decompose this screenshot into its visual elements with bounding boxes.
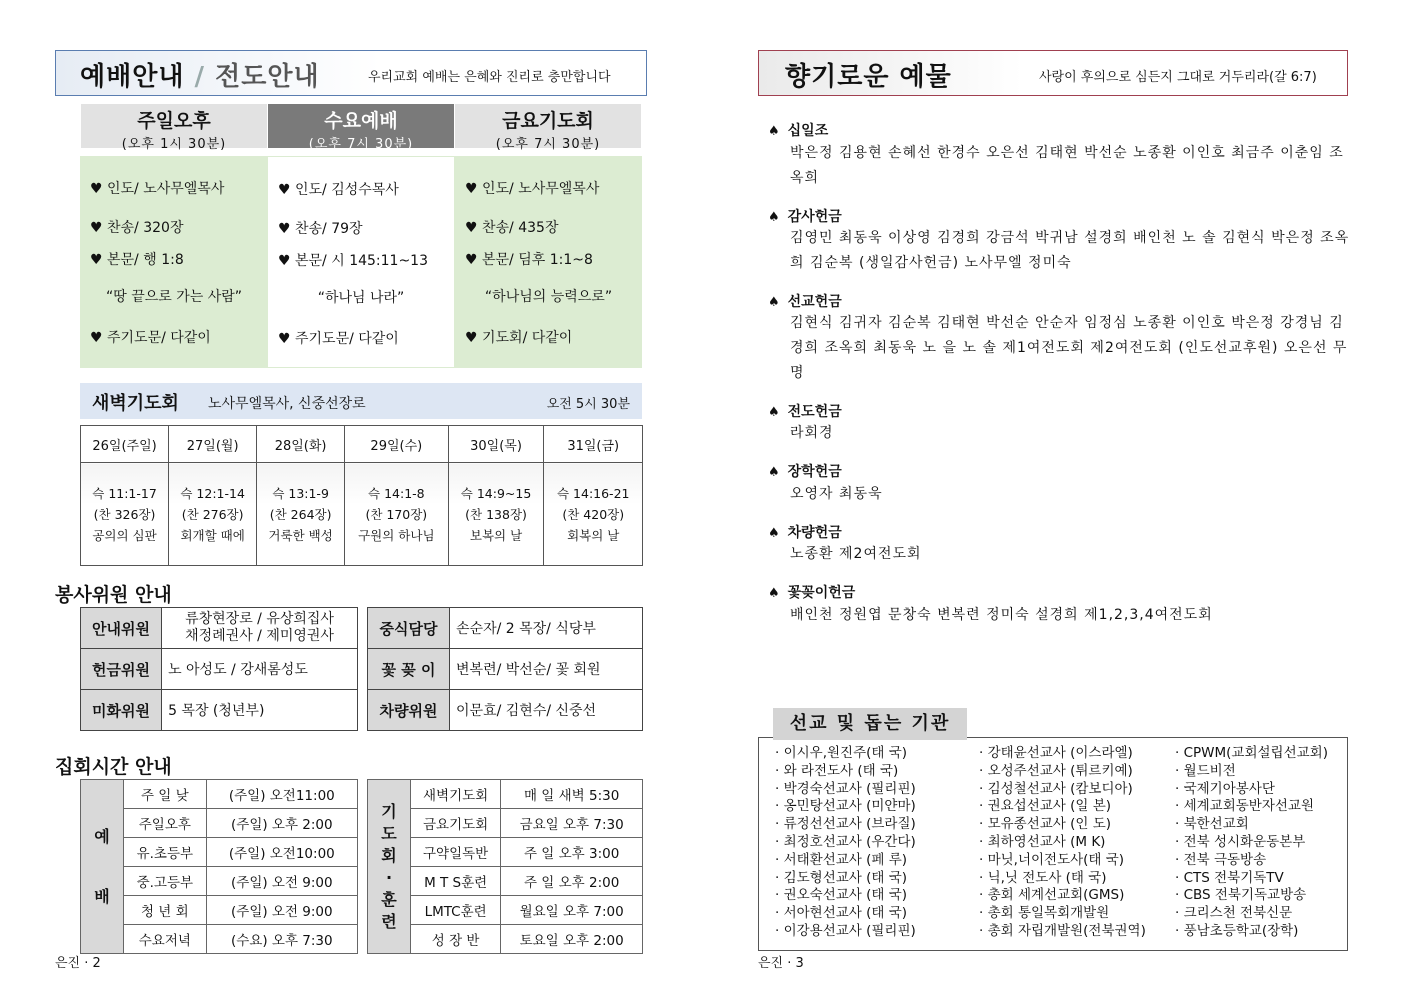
list-item: · 총회 세계선교회(GMS) xyxy=(979,887,1125,904)
reading-text: 슥 14:1-8 xyxy=(368,485,425,501)
spade-icon: ♠ xyxy=(768,586,780,601)
mission-section-title: 선교 및 돕는 기관 xyxy=(773,708,967,740)
reading-hymn: (찬 264장) xyxy=(269,506,332,522)
hymn-line: ♥ 찬송/ 79장 xyxy=(278,221,363,237)
table-row xyxy=(368,780,643,809)
meeting-name: 수요저녁 xyxy=(124,925,207,954)
sermon-title: “땅 끝으로 가는 사람” xyxy=(105,289,243,305)
spade-icon: ♠ xyxy=(768,526,780,541)
reading-hymn: (찬 420장) xyxy=(562,506,625,522)
leader-line: ♥ 인도/ 김성수목사 xyxy=(278,182,399,198)
list-item: · CTS 전북기독TV xyxy=(1175,869,1284,886)
volunteer-label: 중식담당 xyxy=(368,608,450,649)
list-item: · 모유종선교사 (인 도) xyxy=(979,816,1112,833)
offering-head-label: 장학헌금 xyxy=(787,464,842,480)
offering-head-label: 전도헌금 xyxy=(787,404,842,420)
dawn-title: 새벽기도회 xyxy=(92,393,179,414)
list-item: · 권요섭선교사 (일 본) xyxy=(979,798,1112,815)
reading-cell xyxy=(81,463,169,566)
list-item: · 박경숙선교사 (필리핀) xyxy=(775,780,916,797)
reading-text: 슥 14:16-21 xyxy=(556,485,630,501)
meeting-time: (주일) 오전 9:00 xyxy=(206,867,357,896)
service-name: 주일오후 xyxy=(137,110,211,132)
list-item: · 월드비전 xyxy=(1175,762,1236,779)
list-item: · 김성철선교사 (캄보디아) xyxy=(979,780,1133,797)
tagline: 우리교회 예배는 은혜와 진리로 충만합니다 xyxy=(368,70,611,85)
offering-head-label: 차량헌금 xyxy=(787,525,842,541)
dawn-time: 오전 5시 30분 xyxy=(546,397,630,412)
meeting-name: 새벽기도회 xyxy=(411,780,501,809)
reading-hymn: (찬 326장) xyxy=(93,506,156,522)
list-item: · 김도형선교사 (태 국) xyxy=(775,869,908,886)
mission-box xyxy=(758,737,1348,951)
meeting-time: 월요일 오후 7:00 xyxy=(501,896,643,925)
volunteer-value xyxy=(162,608,358,649)
service-head-3 xyxy=(455,104,641,152)
sermon-title: “하나님의 능력으로” xyxy=(484,289,613,305)
day-cell: 28일(화) xyxy=(257,426,345,463)
service-body-2 xyxy=(267,156,455,368)
offering-names: 라회경 xyxy=(790,425,834,441)
reading-theme: 보복의 날 xyxy=(469,527,523,543)
worship-title-bar xyxy=(55,50,647,96)
list-item: · 크리스천 전북신문 xyxy=(1175,905,1293,922)
reading-text: 슥 13:1-9 xyxy=(272,485,329,501)
volunteer-value: 손순자/ 2 목장/ 식당부 xyxy=(450,608,643,649)
reading-cell xyxy=(257,463,345,566)
offering-names: 김영민 최동욱 이상영 김경희 강금석 박귀남 설경희 배인천 노 솔 김현식 박은정 조옥희 김순복 (생일감사헌금) 노사무엘 정미숙 xyxy=(790,230,1350,271)
reading-text: 슥 12:1-14 xyxy=(180,485,245,501)
meeting-name: 금요기도회 xyxy=(411,809,501,838)
list-item: · 풍남초등학교(장학) xyxy=(1175,922,1299,939)
mission-column xyxy=(775,745,916,941)
list-item: · 와 라전도사 (태 국) xyxy=(775,762,899,779)
list-item: · 최정호선교사 (우간다) xyxy=(775,833,916,850)
reading-theme: 구원의 하나님 xyxy=(358,527,435,543)
list-item: · 총회 통일목회개발원 xyxy=(979,905,1110,922)
offering-names: 김현식 김귀자 김순복 김태현 박선순 안순자 임정심 노종환 이인호 박은정 강경님 김경희 조옥희 최동욱 노 을 노 솔 제1여전도회 제2여전도회 (인도선교후원) 오은선 무 명 xyxy=(790,315,1348,381)
service-head-1 xyxy=(81,104,267,152)
mission-column xyxy=(979,745,1146,941)
offering-names: 배인천 정원엽 문창숙 변복련 정미숙 설경희 제1,2,3,4여전도회 xyxy=(790,607,1213,623)
title-separator: / xyxy=(194,62,206,92)
reading-cell xyxy=(169,463,257,566)
meeting-name: 유.초등부 xyxy=(124,838,207,867)
title-main: 예배안내 xyxy=(80,62,185,92)
offering-head-label: 선교헌금 xyxy=(787,294,842,310)
service-time: (오후 7시 30분) xyxy=(495,137,601,152)
volunteer-label: 헌금위원 xyxy=(81,649,162,690)
volunteer-value: 5 목장 (청년부) xyxy=(162,690,358,731)
meeting-name: 주 일 낮 xyxy=(124,780,207,809)
list-item: · 서태환선교사 (페 루) xyxy=(775,851,908,868)
service-body-3 xyxy=(455,156,642,368)
offering-page-title: 향기로운 예물 xyxy=(785,62,952,92)
title-sub: 전도안내 xyxy=(215,62,320,92)
scripture-line: ♥ 본문/ 딤후 1:1~8 xyxy=(465,252,593,268)
volunteer-value: 노 아성도 / 강새롬성도 xyxy=(162,649,358,690)
table-row xyxy=(81,780,358,809)
worship-label: 예 배 xyxy=(81,780,124,954)
list-item: · 국제기아봉사단 xyxy=(1175,780,1275,797)
reading-cell xyxy=(448,463,544,566)
dawn-leaders: 노사무엘목사, 신중선장로 xyxy=(208,396,366,412)
list-item: · 서아현선교사 (태 국) xyxy=(775,905,908,922)
table-row xyxy=(81,690,358,731)
table-row xyxy=(81,463,643,566)
page-title xyxy=(80,56,320,93)
day-cell: 27일(월) xyxy=(169,426,257,463)
list-item: · 전북 성시화운동본부 xyxy=(1175,833,1306,850)
offering-head xyxy=(768,522,842,542)
list-item: · 옹민탕선교사 (미얀마) xyxy=(775,798,916,815)
meeting-name: 중.고등부 xyxy=(124,867,207,896)
service-body-1 xyxy=(80,156,268,368)
reading-text: 슥 11:1-17 xyxy=(92,485,157,501)
service-time: (오후 1시 30분) xyxy=(121,137,227,152)
meeting-time: 토요일 오후 2:00 xyxy=(501,925,643,954)
list-item: · 오성주선교사 (튀르키예) xyxy=(979,762,1133,779)
offering-head xyxy=(768,206,842,226)
reading-theme: 공의의 심판 xyxy=(92,527,157,543)
dawn-week-table xyxy=(80,425,643,566)
list-item: · 마닛,너이전도사(태 국) xyxy=(979,851,1125,868)
offering-head-label: 꽃꽂이헌금 xyxy=(787,585,856,601)
meeting-time: (수요) 오후 7:30 xyxy=(206,925,357,954)
list-item: · 최하영선교사 (M K) xyxy=(979,833,1106,850)
volunteer-label: 미화위원 xyxy=(81,690,162,731)
day-cell: 31일(금) xyxy=(544,426,643,463)
mission-column xyxy=(1175,745,1328,941)
list-item: · 닉,닛 전도사 (태 국) xyxy=(979,869,1107,886)
worship-times-table xyxy=(80,779,358,954)
prayer-label: 기 도 회 · 훈 련 xyxy=(368,780,411,954)
reading-hymn: (찬 170장) xyxy=(365,506,428,522)
list-item: · 이강용선교사 (필리핀) xyxy=(775,922,916,939)
offering-names: 박은정 김용현 손혜선 한경수 오은선 김태현 박선순 노종환 이인호 최금주 이춘임 조옥희 xyxy=(790,145,1344,186)
meeting-time: (주일) 오전10:00 xyxy=(206,838,357,867)
volunteer-label: 꽃 꽂 이 xyxy=(368,649,450,690)
volunteer-label: 차량위원 xyxy=(368,690,450,731)
meeting-name: 청 년 회 xyxy=(124,896,207,925)
day-cell: 29일(수) xyxy=(345,426,449,463)
list-item: · 권오숙선교사 (태 국) xyxy=(775,887,908,904)
offering-head-label: 감사헌금 xyxy=(787,209,842,225)
meeting-time: 주 일 오후 3:00 xyxy=(501,838,643,867)
volunteer-value: 이문효/ 김현수/ 신중선 xyxy=(450,690,643,731)
volunteer-table-right xyxy=(367,607,643,731)
offering-head xyxy=(768,401,842,421)
reading-hymn: (찬 138장) xyxy=(465,506,527,522)
volunteer-section-title: 봉사위원 안내 xyxy=(55,584,172,606)
leader-line: ♥ 인도/ 노사무엘목사 xyxy=(465,181,600,197)
offering-head xyxy=(768,120,828,140)
meeting-time: (주일) 오후 2:00 xyxy=(206,809,357,838)
reading-cell xyxy=(544,463,643,566)
meeting-name: 성 장 반 xyxy=(411,925,501,954)
meeting-time: 금요일 오후 7:30 xyxy=(501,809,643,838)
reading-theme: 회개할 때에 xyxy=(180,527,245,543)
table-row xyxy=(368,690,643,731)
spade-icon: ♠ xyxy=(768,465,780,480)
reading-text: 슥 14:9~15 xyxy=(460,485,532,501)
volunteer-name: 류창현장로 / 유상희집사 xyxy=(185,611,334,627)
day-cell: 26일(주일) xyxy=(81,426,169,463)
list-item: · 세계교회동반자선교원 xyxy=(1175,798,1314,815)
reading-theme: 회복의 날 xyxy=(567,527,620,543)
list-item: · 북한선교회 xyxy=(1175,816,1249,833)
sermon-title: “하나님 나라” xyxy=(317,290,405,306)
table-row xyxy=(81,608,358,649)
scripture-line: ♥ 본문/ 시 145:11~13 xyxy=(278,253,428,269)
table-row xyxy=(81,426,643,463)
volunteer-value: 변복련/ 박선순/ 꽃 회원 xyxy=(450,649,643,690)
closing-line: ♥ 주기도문/ 다같이 xyxy=(278,331,399,347)
meeting-name: 주일오후 xyxy=(124,809,207,838)
list-item: · 이시우,원진주(태 국) xyxy=(775,745,908,761)
meeting-time: (주일) 오전 9:00 xyxy=(206,896,357,925)
table-row xyxy=(81,649,358,690)
list-item: · 총회 자립개발원(전북권역) xyxy=(979,922,1146,939)
offering-title-bar xyxy=(758,50,1348,96)
spade-icon: ♠ xyxy=(768,295,780,310)
volunteer-name: 채정례권사 / 제미영권사 xyxy=(185,628,334,644)
offering-head xyxy=(768,291,842,311)
spade-icon: ♠ xyxy=(768,124,780,139)
offering-head xyxy=(768,582,855,602)
table-row xyxy=(368,649,643,690)
spade-icon: ♠ xyxy=(768,405,780,420)
day-cell: 30일(목) xyxy=(448,426,544,463)
dawn-prayer-bar xyxy=(80,383,642,419)
scripture-line: ♥ 본문/ 행 1:8 xyxy=(90,252,184,268)
page-number-right: 은진 · 3 xyxy=(758,956,804,971)
meeting-name: LMTC훈련 xyxy=(411,896,501,925)
service-name: 수요예배 xyxy=(324,110,398,132)
meeting-section-title: 집회시간 안내 xyxy=(55,756,172,778)
meeting-time: 주 일 오후 2:00 xyxy=(501,867,643,896)
list-item: · CPWM(교회설립선교회) xyxy=(1175,745,1328,761)
table-row xyxy=(368,608,643,649)
verse-text: 사랑이 후의으로 심든지 그대로 거두리라(갈 6:7) xyxy=(1039,70,1317,85)
meeting-time: 매 일 새벽 5:30 xyxy=(501,780,643,809)
page-number-left: 은진 · 2 xyxy=(55,956,101,971)
list-item: · 강태윤선교사 (이스라엘) xyxy=(979,745,1133,761)
hymn-line: ♥ 찬송/ 435장 xyxy=(465,220,559,236)
offering-head-label: 십일조 xyxy=(787,123,829,139)
service-time: (오후 7시 30분) xyxy=(308,137,414,152)
reading-theme: 거룩한 백성 xyxy=(268,527,333,543)
spade-icon: ♠ xyxy=(768,210,780,225)
service-name: 금요기도회 xyxy=(502,110,594,132)
reading-cell xyxy=(345,463,449,566)
volunteer-label: 안내위원 xyxy=(81,608,162,649)
volunteer-table-left xyxy=(80,607,358,731)
reading-hymn: (찬 276장) xyxy=(181,506,244,522)
service-head-2 xyxy=(268,104,454,152)
meeting-name: 구약일독반 xyxy=(411,838,501,867)
offering-head xyxy=(768,461,842,481)
meeting-time: (주일) 오전11:00 xyxy=(206,780,357,809)
prayer-times-table xyxy=(367,779,643,954)
list-item: · 전북 극동방송 xyxy=(1175,851,1267,868)
list-item: · 류정선선교사 (브라질) xyxy=(775,816,916,833)
offering-names: 노종환 제2여전도회 xyxy=(790,546,922,562)
closing-line: ♥ 주기도문/ 다같이 xyxy=(90,330,211,346)
offering-names: 오영자 최동욱 xyxy=(790,486,883,502)
meeting-name: M T S훈련 xyxy=(411,867,501,896)
closing-line: ♥ 기도회/ 다같이 xyxy=(465,330,573,346)
hymn-line: ♥ 찬송/ 320장 xyxy=(90,220,184,236)
list-item: · CBS 전북기독교방송 xyxy=(1175,887,1307,904)
leader-line: ♥ 인도/ 노사무엘목사 xyxy=(90,181,225,197)
